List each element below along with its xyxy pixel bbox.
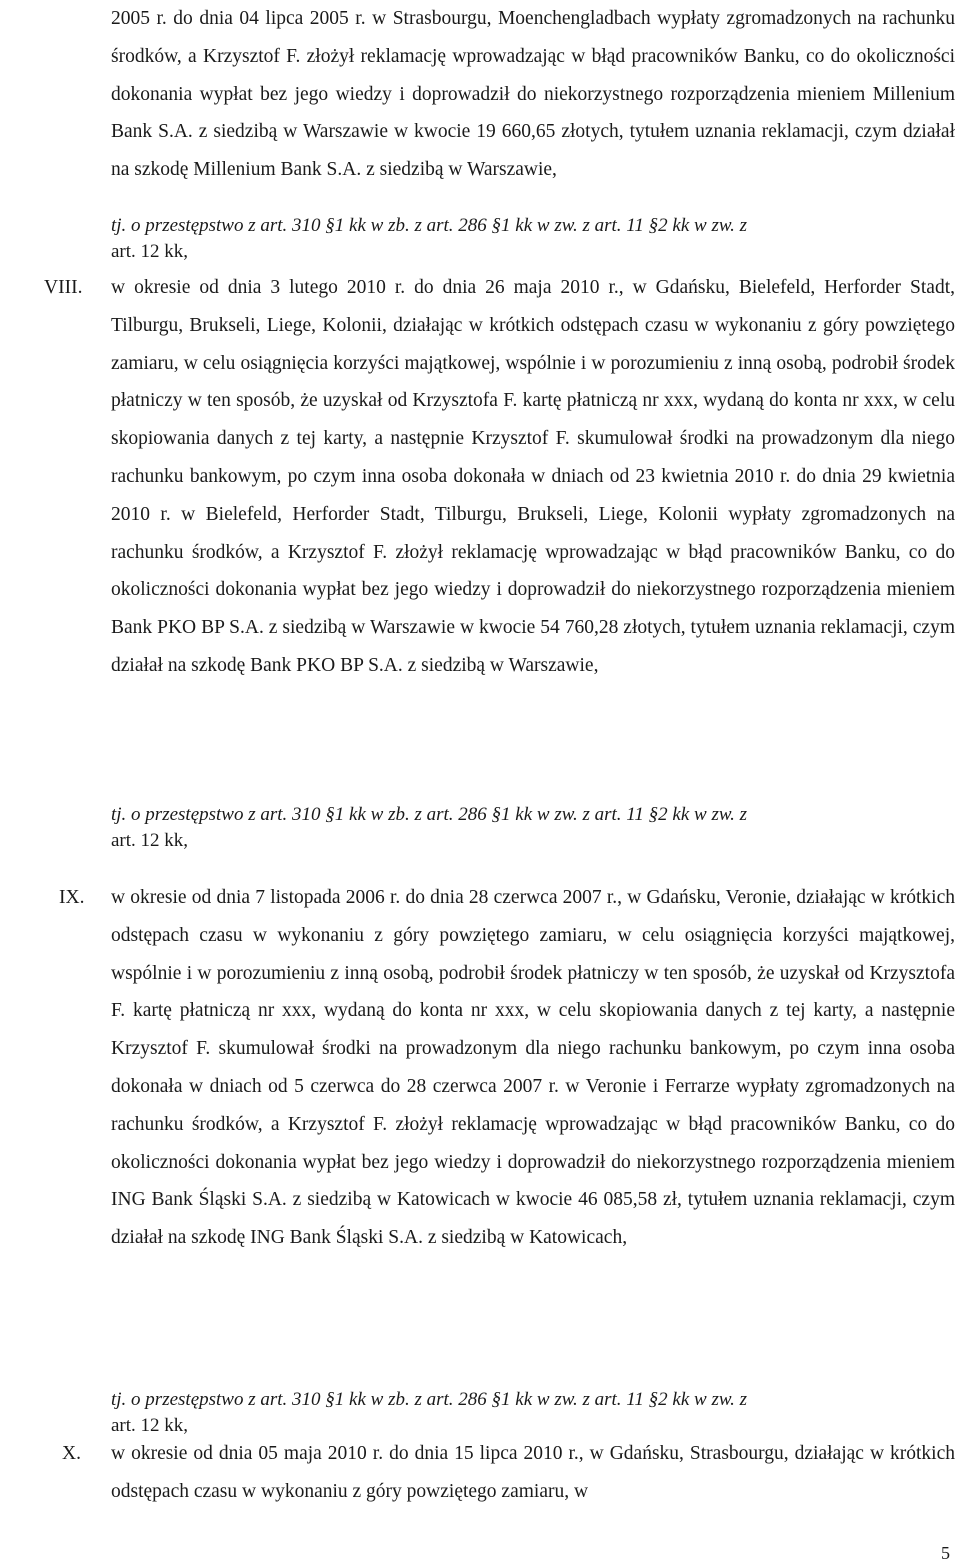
item-number: X. (62, 1443, 81, 1464)
item-legal-basis (111, 802, 955, 854)
legal-basis-upright: art. 12 kk, (111, 241, 189, 262)
legal-basis-upright: art. 12 kk, (111, 1415, 189, 1436)
item-legal-basis (111, 1387, 955, 1439)
item-paragraph: w okresie od dnia 05 maja 2010 r. do dnia 15 lipca 2010 r., w Gdańsku, Strasbourgu, działając w krótkich odstępach czasu w wykonaniu z góry powziętego zamiaru, w (111, 1443, 955, 1502)
item-number: VIII. (44, 277, 83, 298)
item-number: IX. (59, 887, 85, 908)
legal-basis-italic: tj. o przestępstwo z art. 310 §1 kk w zb. z art. 286 §1 kk w zw. z art. 11 §2 kk w zw. z (111, 1389, 747, 1410)
continuation-paragraph: 2005 r. do dnia 04 lipca 2005 r. w Strasbourgu, Moenchengladbach wypłaty zgromadzonych na rachunku środków, a Krzysztof F. złożył reklamację wprowadzając w błąd pracowników Banku, co do okoliczności dokonania wypłat bez jego wiedzy i doprowadził do niekorzystnego rozporządzenia mieniem Millenium Bank S.A. z siedzibą w Warszawie w kwocie 19 660,65 złotych, tytułem uznania reklamacji, czym działał na szkodę Millenium Bank S.A. z siedzibą w Warszawie, (111, 8, 955, 181)
continuation-legal-basis (111, 213, 955, 265)
legal-basis-italic: tj. o przestępstwo z art. 310 §1 kk w zb. z art. 286 §1 kk w zw. z art. 11 §2 kk w zw. z (111, 804, 747, 825)
legal-basis-upright: art. 12 kk, (111, 830, 189, 851)
item-paragraph: w okresie od dnia 7 listopada 2006 r. do dnia 28 czerwca 2007 r., w Gdańsku, Veronie, działając w krótkich odstępach czasu w wykonaniu z góry powziętego zamiaru, w celu osiągnięcia korzyści majątkowej, wspólnie i w porozumieniu z inną osobą, podrobił środek płatniczy w ten sposób, że uzyskał od Krzysztofa F. kartę płatniczą nr xxx, wydaną do konta nr xxx, w celu skopiowania danych z tej karty, a następnie Krzysztof F. skumulował środki na prowadzonym dla niego rachunku bankowym, po czym inna osoba dokonała w dniach od 5 czerwca do 28 czerwca 2007 r. w Veronie i Ferrarze wypłaty zgromadzonych na rachunku środków, a Krzysztof F. złożył reklamację wprowadzając w błąd pracowników Banku, co do okoliczności dokonania wypłat bez jego wiedzy i doprowadził do niekorzystnego rozporządzenia mieniem ING Bank Śląski S.A. z siedzibą w Katowicach w kwocie 46 085,58 zł, tytułem uznania reklamacji, czym działał na szkodę ING Bank Śląski S.A. z siedzibą w Katowicach, (111, 887, 955, 1249)
page-number: 5 (941, 1543, 950, 1563)
legal-basis-italic: tj. o przestępstwo z art. 310 §1 kk w zb. z art. 286 §1 kk w zw. z art. 11 §2 kk w zw. z (111, 215, 747, 236)
item-paragraph: w okresie od dnia 3 lutego 2010 r. do dnia 26 maja 2010 r., w Gdańsku, Bielefeld, Herforder Stadt, Tilburgu, Brukseli, Liege, Kolonii, działając w krótkich odstępach czasu w wykonaniu z góry powziętego zamiaru, w celu osiągnięcia korzyści majątkowej, wspólnie i w porozumieniu z inną osobą, podrobił środek płatniczy w ten sposób, że uzyskał od Krzysztofa F. kartę płatniczą nr xxx, wydaną do konta nr xxx, w celu skopiowania danych z tej karty, a następnie Krzysztof F. skumulował środki na prowadzonym dla niego rachunku bankowym, po czym inna osoba dokonała w dniach od 23 kwietnia 2010 r. do dnia 29 kwietnia 2010 r. w Bielefeld, Herforder Stadt, Tilburgu, Brukseli, Liege, Kolonii wypłaty zgromadzonych na rachunku środków, a Krzysztof F. złożył reklamację wprowadzając w błąd pracowników Banku, co do okoliczności dokonania wypłat bez jego wiedzy i doprowadził do niekorzystnego rozporządzenia mieniem Bank PKO BP S.A. z siedzibą w Warszawie w kwocie 54 760,28 złotych, tytułem uznania reklamacji, czym działał na szkodę Bank PKO BP S.A. z siedzibą w Warszawie, (111, 277, 955, 676)
